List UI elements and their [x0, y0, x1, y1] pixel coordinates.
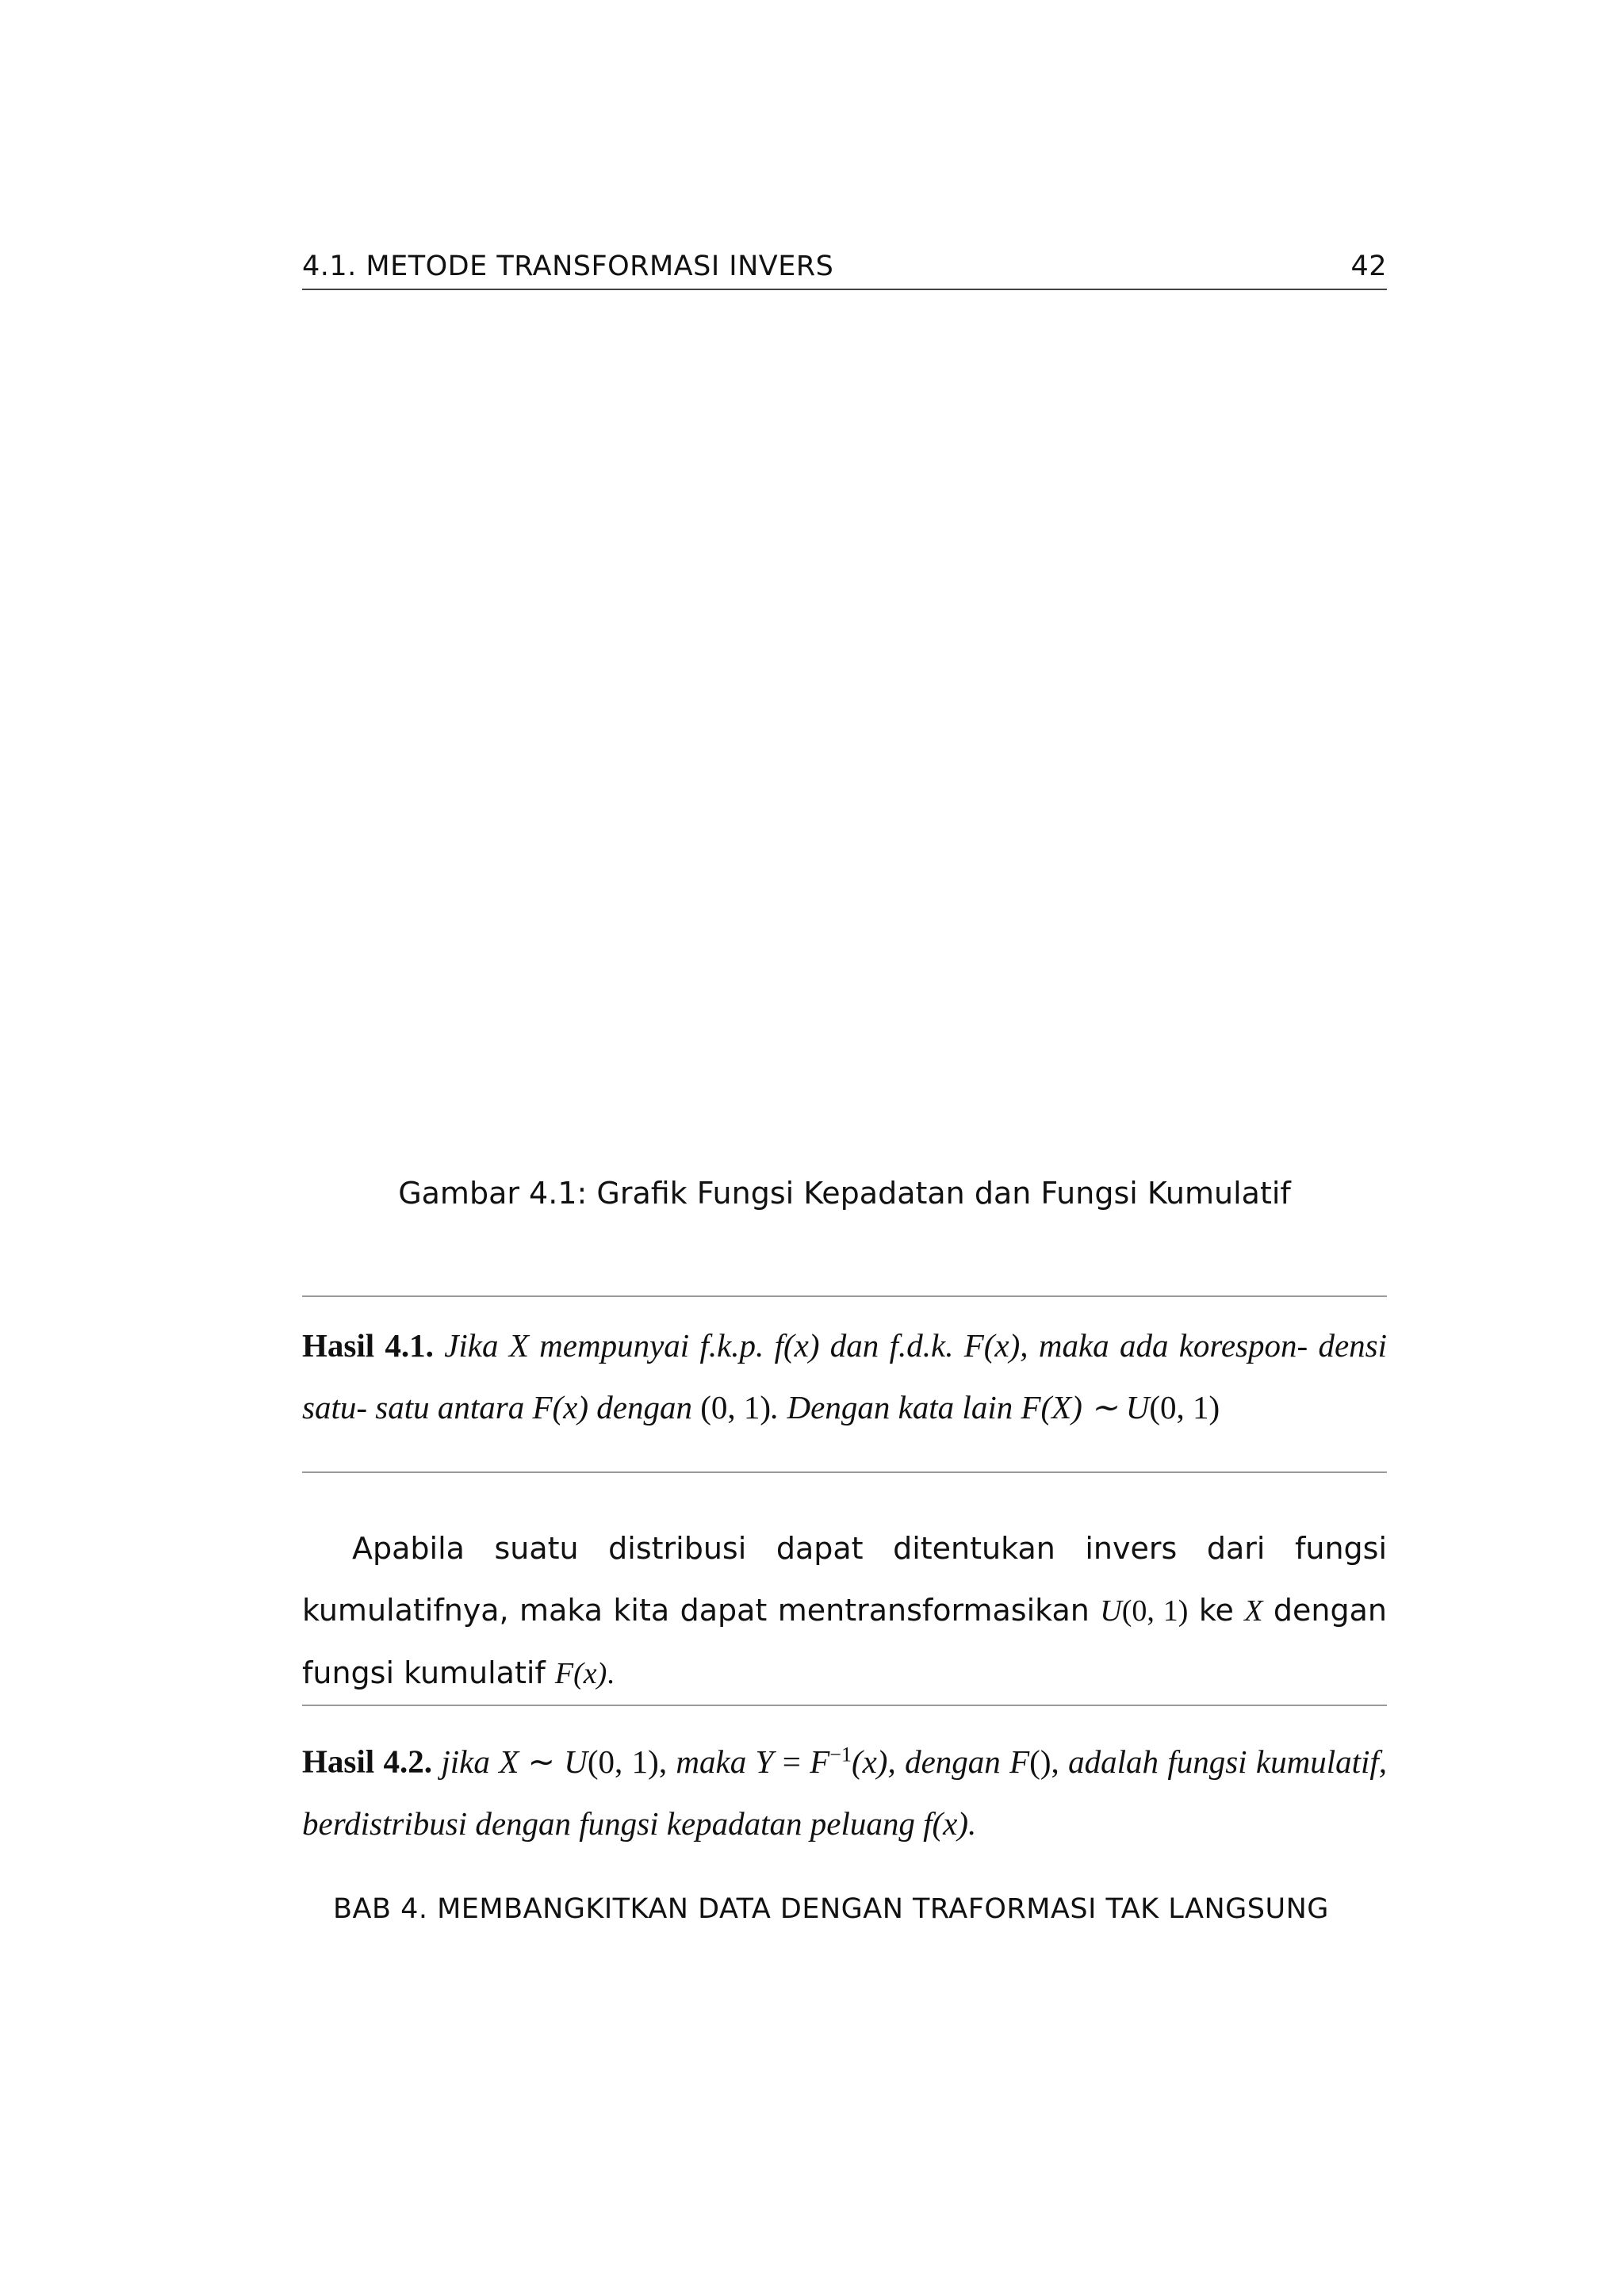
chapter-footer: BAB 4. MEMBANGKITKAN DATA DENGAN TRAFORMASI TAK LANGSUNG: [333, 1893, 1329, 1925]
result-1-top-rule: [302, 1295, 1387, 1297]
section-title: 4.1. METODE TRANSFORMASI INVERS: [302, 251, 834, 282]
result-2: [302, 1724, 1387, 1854]
header-rule: [302, 289, 1387, 290]
result-1-body: Jika X mempunyai f.k.p. f(x) dan f.d.k. F(x), maka ada korespon- densi satu- satu antara F(x) dengan (0, 1). Dengan kata lain F(X) ∼ U(0, 1): [302, 1327, 1388, 1425]
result-2-body: jika X ∼ U(0, 1), maka $Y = F^{-1}(x)$, dengan F(), adalah fungsi kumulatif, berdistribusi dengan fungsi kepadatan peluang f(x).: [302, 1743, 1388, 1842]
result-2-top-rule: [302, 1705, 1387, 1706]
result-1-bottom-rule: [302, 1471, 1387, 1473]
running-header: [302, 251, 1387, 287]
page-number: 42: [1350, 251, 1387, 282]
figure-caption: Gambar 4.1: Grafik Fungsi Kepadatan dan Fungsi Kumulatif: [398, 1176, 1291, 1211]
result-2-label: Hasil 4.2.: [302, 1743, 432, 1780]
body-paragraph: Apabila suatu distribusi dapat ditentukan invers dari fungsi kumulatifnya, maka kita dapat mentransformasikan U(0, 1) ke X dengan fungsi kumulatif F(x).: [302, 1531, 1387, 1690]
result-1-label: Hasil 4.1.: [302, 1327, 434, 1364]
result-1: [302, 1314, 1387, 1438]
figure-area: [302, 333, 1387, 1142]
